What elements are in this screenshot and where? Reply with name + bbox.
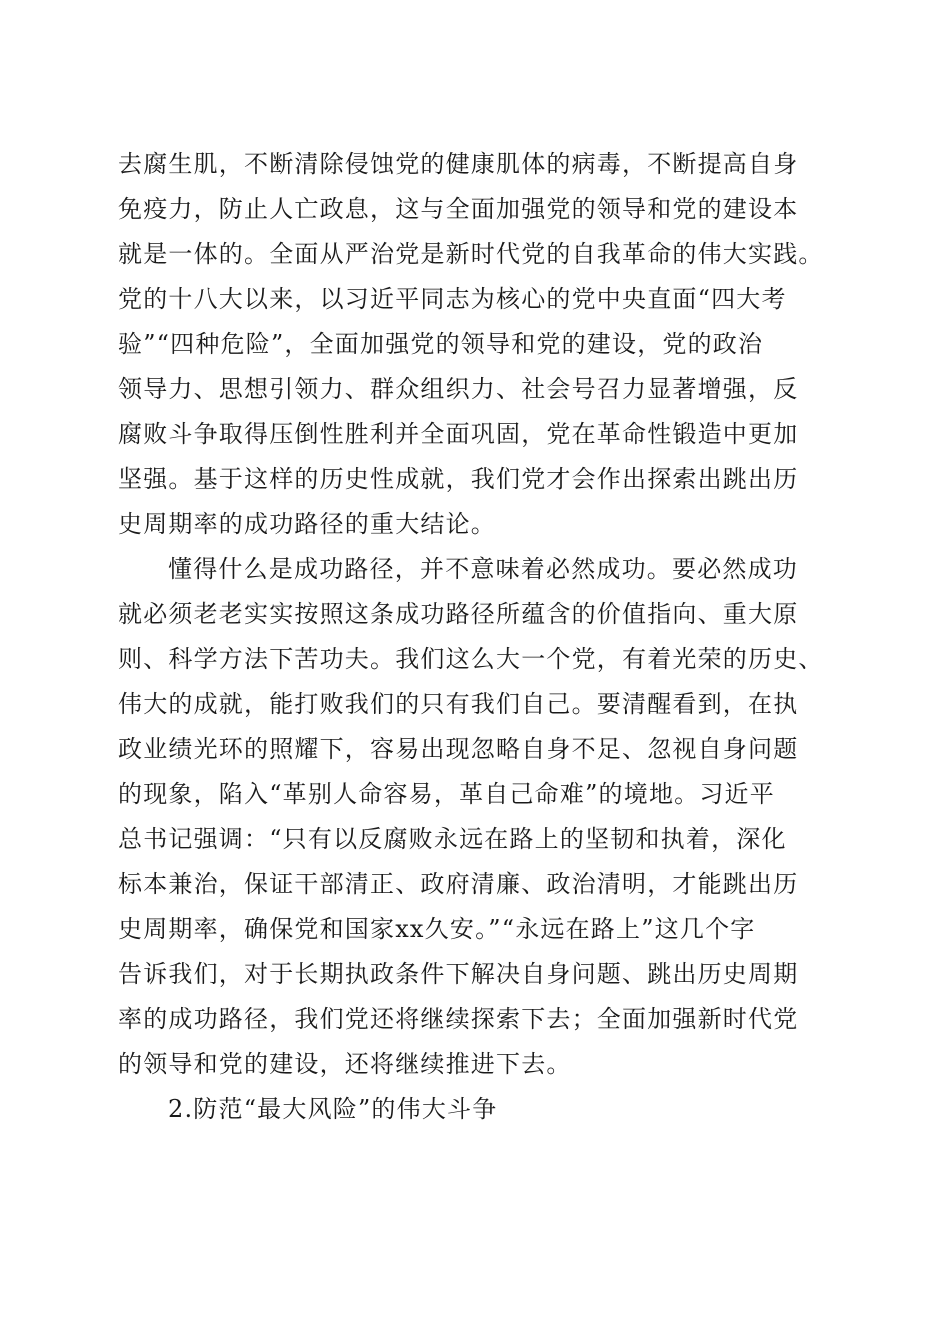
text-line: 标本兼治，保证干部清正、政府清廉、政治清明，才能跳出历 bbox=[118, 870, 799, 898]
text-line: 坚强。基于这样的历史性成就，我们党才会作出探索出跳出历 bbox=[118, 465, 799, 493]
text-line: 率的成功路径，我们党还将继续探索下去；全面加强新时代党 bbox=[118, 1005, 799, 1033]
text-line: 就是一体的。全面从严治党是新时代党的自我革命的伟大实践。 bbox=[118, 240, 824, 268]
section-heading: 2.防范“最大风险”的伟大斗争 bbox=[168, 1095, 498, 1123]
text-line: 党的十八大以来，以习近平同志为核心的党中央直面“四大考 bbox=[118, 285, 787, 313]
text-line: 伟大的成就，能打败我们的只有我们自己。要清醒看到，在执 bbox=[118, 690, 799, 718]
text-line: 的领导和党的建设，还将继续推进下去。 bbox=[118, 1050, 572, 1078]
paragraph-2 bbox=[118, 547, 838, 1087]
text-line: 史周期率的成功路径的重大结论。 bbox=[118, 510, 496, 538]
text-line: 总书记强调：“只有以反腐败永远在路上的坚韧和执着，深化 bbox=[118, 825, 787, 853]
paragraph-1 bbox=[118, 142, 838, 547]
text-line: 史周期率，确保党和国家xx久安。”“永远在路上”这几个字 bbox=[118, 915, 756, 943]
text-line: 则、科学方法下苦功夫。我们这么大一个党，有着光荣的历史、 bbox=[118, 645, 824, 673]
text-line: 验”“四种危险”，全面加强党的领导和党的建设，党的政治 bbox=[118, 330, 764, 358]
text-line: 告诉我们，对于长期执政条件下解决自身问题、跳出历史周期 bbox=[118, 960, 799, 988]
text-line: 懂得什么是成功路径，并不意味着必然成功。要必然成功 bbox=[168, 555, 798, 583]
document-body bbox=[118, 142, 838, 1132]
text-line: 领导力、思想引领力、群众组织力、社会号召力显著增强，反 bbox=[118, 375, 799, 403]
text-line: 政业绩光环的照耀下，容易出现忽略自身不足、忽视自身问题 bbox=[118, 735, 799, 763]
text-line: 腐败斗争取得压倒性胜利并全面巩固，党在革命性锻造中更加 bbox=[118, 420, 799, 448]
text-line: 去腐生肌，不断清除侵蚀党的健康肌体的病毒，不断提高自身 bbox=[118, 150, 799, 178]
text-line: 的现象，陷入“革别人命容易，革自己命难”的境地。习近平 bbox=[118, 780, 775, 808]
text-line: 就必须老老实实按照这条成功路径所蕴含的价值指向、重大原 bbox=[118, 600, 799, 628]
text-line: 免疫力，防止人亡政息，这与全面加强党的领导和党的建设本 bbox=[118, 195, 799, 223]
